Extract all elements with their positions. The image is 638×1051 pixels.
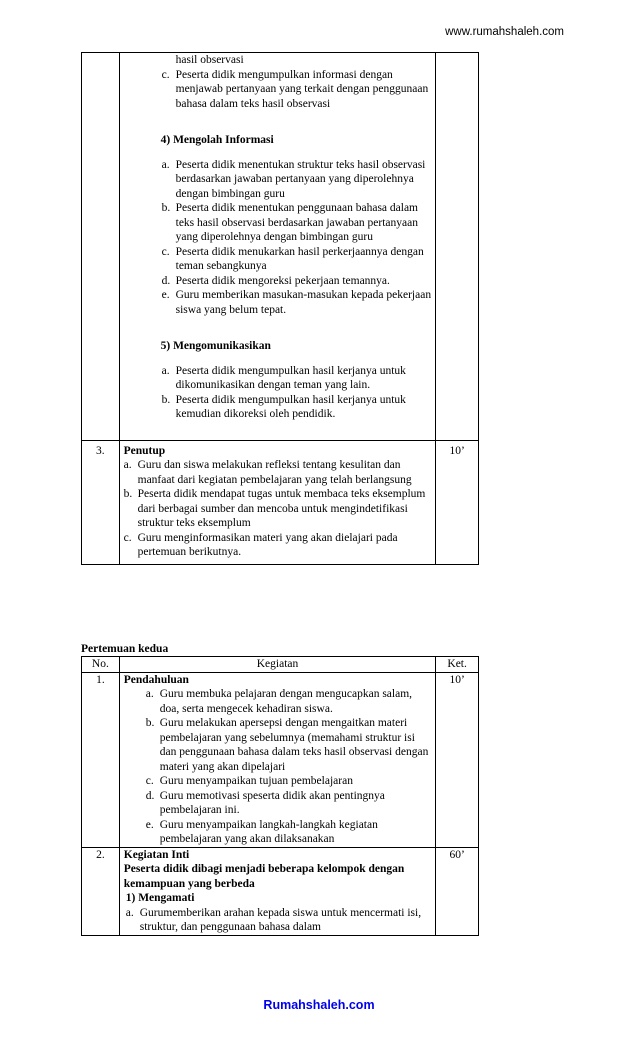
list-text: Peserta didik mengoreksi pekerjaan temannya.	[175, 274, 390, 287]
list-item	[146, 818, 433, 847]
list-marker: c.	[161, 245, 170, 258]
list-text: Peserta didik mengumpulkan informasi dengan menjawab pertanyaan yang terkait dengan penggunaan bahasa dalam teks hasil observasi	[175, 68, 429, 110]
activities-table-1	[81, 52, 479, 565]
pendahuluan-title: Pendahuluan	[123, 673, 189, 686]
list-marker: e.	[145, 818, 154, 831]
list-text: Guru menginformasikan materi yang akan dielajari pada pertemuan berikutnya.	[137, 531, 398, 558]
penutup-title: Penutup	[123, 444, 166, 457]
table-row	[82, 440, 479, 564]
list-item	[162, 364, 433, 393]
komunikasi-title: 5) Mengomunikasikan	[160, 340, 271, 352]
ket-cell: 60’	[436, 847, 479, 935]
continuation-lead: hasil observasi	[175, 54, 244, 66]
list-item	[124, 531, 433, 560]
list-text: Guru memberikan masukan-masukan kepada pekerjaan siswa yang belum tepat.	[175, 289, 432, 316]
list-text: Guru memotivasi speserta didik akan pentingnya pembelajaran ini.	[159, 789, 385, 816]
list-marker: d.	[145, 789, 155, 802]
list-item	[146, 687, 433, 716]
list-marker: a.	[123, 459, 132, 471]
list-text: Peserta didik mengumpulkan hasil kerjanya untuk kemudian dikoreksi oleh pendidik.	[175, 393, 406, 420]
inti-title: Kegiatan Inti	[123, 848, 190, 861]
no-cell: 3.	[82, 440, 120, 564]
header-kegiatan: Kegiatan	[119, 657, 436, 673]
list-item	[126, 906, 433, 935]
header-ket: Ket.	[436, 657, 479, 673]
table-row	[82, 847, 479, 935]
list-item	[162, 274, 433, 289]
list-item	[124, 487, 433, 531]
table-row	[82, 53, 479, 441]
activity-cell	[119, 440, 436, 564]
list-text: Gurumemberikan arahan kepada siswa untuk mencermati isi, struktur, dan penggunaan bahasa dalam	[139, 906, 422, 933]
list-marker: c.	[145, 775, 154, 787]
activity-cell	[119, 672, 436, 847]
list-text: Guru menyampaikan tujuan pembelajaran	[159, 775, 353, 787]
table-row	[82, 672, 479, 847]
list-text: Peserta didik mengumpulkan hasil kerjanya untuk dikomunikasikan dengan teman yang lain.	[175, 364, 406, 391]
item-list	[124, 906, 433, 935]
list-text: Guru dan siswa melakukan refleksi tentang kesulitan dan manfaat dari kegiatan pembelajaran yang telah berlangsung	[137, 459, 412, 486]
list-item	[146, 716, 433, 774]
section-title: Pertemuan kedua	[81, 643, 169, 655]
list-item	[146, 774, 433, 789]
list-text: Peserta didik menukarkan hasil perkerjaannya dengan teman sebangkunya	[175, 245, 424, 272]
item-list	[162, 158, 433, 318]
list-marker: a.	[125, 906, 134, 919]
list-text: Guru membuka pelajaran dengan mengucapkan salam, doa, serta mengecek kehadiran siswa.	[159, 688, 413, 715]
list-item	[162, 245, 433, 274]
ket-cell: 10’	[436, 672, 479, 847]
list-marker: b.	[161, 202, 171, 214]
item-list	[124, 687, 433, 847]
list-item	[162, 201, 433, 245]
list-text: Guru melakukan apersepsi dengan mengaitkan materi pembelajaran yang sebelumnya (memahami struktur isi dan penggunaan bahasa dalam teks hasil observasi dengan materi yang akan dipelajari	[159, 717, 429, 773]
list-item	[124, 458, 433, 487]
list-item	[162, 68, 433, 112]
list-item	[146, 789, 433, 818]
list-marker: b.	[161, 393, 171, 406]
ket-cell	[436, 53, 479, 441]
list-text: Peserta didik menentukan struktur teks hasil observasi berdasarkan jawaban pertanyaan yang diperolehnya dengan bimbingan guru	[175, 158, 426, 200]
mengolah-title: 4) Mengolah Informasi	[160, 134, 274, 146]
item-list	[162, 68, 433, 112]
no-cell	[82, 53, 120, 441]
item-list	[124, 458, 433, 560]
inti-step: 1) Mengamati	[125, 892, 195, 904]
list-marker: c.	[161, 68, 170, 81]
list-item	[162, 288, 433, 317]
activities-table-2	[81, 656, 479, 936]
list-item	[162, 393, 433, 422]
footer-url[interactable]: Rumahshaleh.com	[263, 998, 375, 1012]
list-text: Peserta didik mendapat tugas untuk membaca teks eksemplum dari berbagai sumber dan mencoba untuk mengindetifikasi struktur teks eksemplum	[137, 488, 426, 529]
list-marker: a.	[145, 688, 154, 700]
ket-cell: 10’	[436, 440, 479, 564]
table-header-row	[82, 657, 479, 673]
list-text: Guru menyampaikan langkah-langkah kegiatan pembelajaran yang akan dilaksanakan	[159, 818, 378, 845]
activity-cell	[119, 53, 436, 441]
list-marker: a.	[161, 158, 170, 171]
no-cell: 1.	[82, 672, 120, 847]
list-marker: b.	[145, 717, 155, 729]
no-cell: 2.	[82, 847, 120, 935]
list-text: Peserta didik menentukan penggunaan bahasa dalam teks hasil observasi berdasarkan jawaban pertanyaan yang diperolehnya dengan bimbingan guru	[175, 202, 419, 243]
list-marker: d.	[161, 274, 171, 287]
list-marker: e.	[161, 289, 170, 301]
item-list	[162, 364, 433, 422]
activity-cell	[119, 847, 436, 935]
header-no: No.	[82, 657, 120, 673]
list-marker: a.	[161, 364, 170, 377]
list-item	[162, 158, 433, 202]
inti-subtitle: Peserta didik dibagi menjadi beberapa kelompok dengan kemampuan yang berbeda	[123, 863, 405, 890]
list-marker: b.	[123, 488, 133, 500]
list-marker: c.	[123, 531, 132, 544]
header-url[interactable]: www.rumahshaleh.com	[445, 26, 564, 38]
